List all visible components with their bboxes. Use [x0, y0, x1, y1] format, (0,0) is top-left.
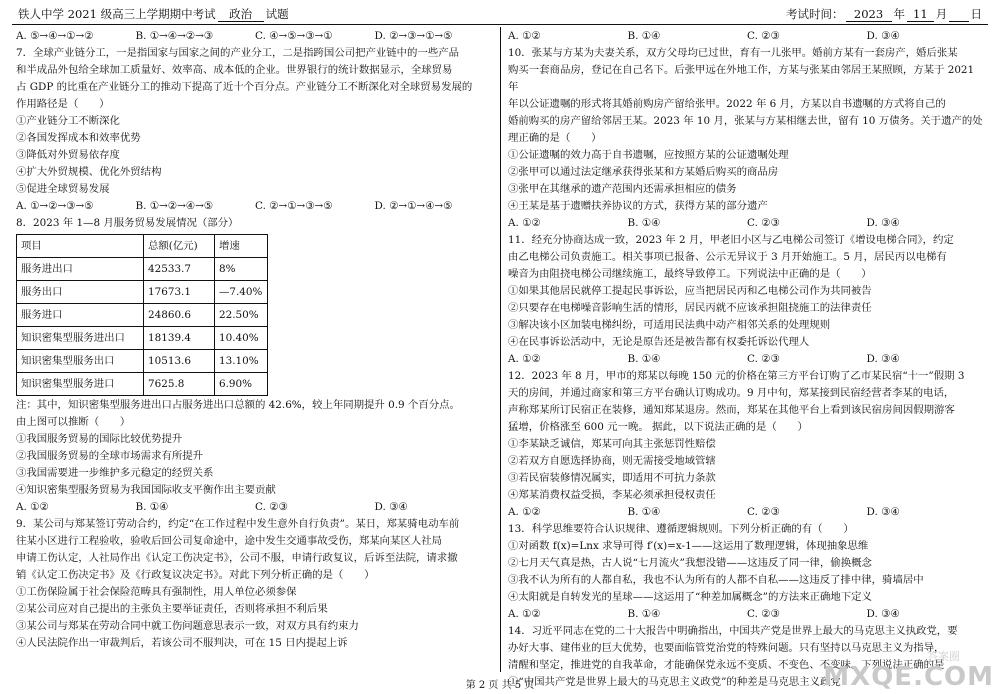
question-text-line: ①“中国共产党是世界上最大的马克思主义政党”的种差是马克思主义政党: [508, 676, 841, 688]
table-cell: 8%: [215, 258, 268, 281]
page-header: [12, 4, 988, 25]
question-10: [508, 45, 986, 232]
answer-options: [508, 504, 986, 521]
statement-item: ③我不认为所有的人都自私，我也不认为所有的人都不自私——这违反了排中律，骑墙居中: [508, 574, 924, 586]
table-cell: 服务进出口: [17, 258, 144, 281]
option-b: B. ①④: [627, 506, 661, 518]
table-cell: 42533.7: [144, 258, 215, 281]
statement-item: ④太阳就是自转发光的星球——这运用了“种差加属概念”的方法来正确地下定义: [508, 591, 872, 603]
question-text-line: 申请工伤认定，人社局作出《认定工伤决定书》，公司不服，申请行政复议，后诉至法院，请求撤: [16, 552, 458, 564]
question-8: [16, 215, 494, 516]
table-cell: 知识密集型服务进出口: [17, 327, 144, 350]
question-text-line: 往某小区进行工程验收，验收后回公司复命途中，途中发生交通事故受伤，郑某向某区人社局: [16, 535, 443, 547]
statement-item: ③我国需要进一步维护多元稳定的经贸关系: [16, 467, 214, 479]
option-c: C. ②③: [747, 217, 780, 229]
prev-question-options: [16, 28, 494, 45]
question-text-line: 声称郑某所订民宿正在装修，通知郑某退房。然而，郑某在其他平台上看到该民宿房间因假期游客: [508, 404, 955, 416]
option-a: A. ①②: [508, 30, 541, 42]
question-text-line: 作用路径是（ ）: [16, 98, 110, 110]
statement-item: ①如果其他居民就停工提起民事诉讼，应当把居民丙和乙电梯公司作为共同被告: [508, 285, 872, 297]
statement-item: ①对函数 f(x)=Lnx 求导可得 f′(x)=x-1——这运用了数理逻辑，体现抽象思维: [508, 540, 869, 552]
option-b: B. ①④: [627, 608, 661, 620]
exam-day: [949, 7, 968, 22]
option-b: B. ①④: [627, 30, 661, 42]
question-text-line: 和半成品外包给全球加工质量好、效率高、成本低的企业。世界银行的统计数据显示，全球贸易: [16, 64, 453, 76]
exam-time-label: 考试时间：: [786, 7, 844, 21]
table-cell: 17673.1: [144, 281, 215, 304]
column-header: 总额(亿元): [144, 235, 215, 258]
question-12: [508, 368, 986, 521]
question-text-line: 婚前购买的房产留给邻居王某。2023 年 10 月，张某与方某相继去世，留有 10 万债务。关于遗产的处: [508, 115, 983, 127]
left-column: [16, 28, 494, 652]
table-row: [17, 281, 268, 304]
option-b: B. ①→④→②→③: [135, 30, 214, 42]
option-c: C. ②③: [747, 608, 780, 620]
table-cell: 服务进口: [17, 304, 144, 327]
table-cell: 24860.6: [144, 304, 215, 327]
statement-item: ②各国发挥成本和效率优势: [16, 132, 141, 144]
table-cell: 服务出口: [17, 281, 144, 304]
exam-year: 2023: [846, 7, 892, 22]
header-title: [18, 4, 289, 24]
statement-item: ②张甲可以通过法定继承获得张某和方某婚后购买的商品房: [508, 166, 779, 178]
statement-item: ④扩大外贸规模、优化外贸结构: [16, 166, 162, 178]
question-text-line: 11．经充分协商达成一致，2023 年 2 月，甲老旧小区与乙电梯公司签订《增设电梯合同》，约定: [508, 234, 954, 246]
exam-time: [786, 4, 982, 24]
watermark-sub: 答案圈: [927, 650, 960, 663]
option-d: D. ③④: [866, 30, 900, 42]
question-title: 8．2023 年 1—8 月服务贸易发展情况（部分）: [16, 217, 239, 229]
day-unit: 日: [970, 7, 982, 21]
statement-item: ④知识密集型服务贸易为我国国际收支平衡作出主要贡献: [16, 484, 276, 496]
question-13: [508, 521, 986, 623]
column-divider: [500, 27, 501, 672]
statement-item: ②我国服务贸易的全球市场需求有所提升: [16, 450, 204, 462]
question-lead: 13．科学思维要符合认识规律、遵循逻辑规则。下列分析正确的有（ ）: [508, 523, 854, 535]
statement-item: ④人民法院作出一审裁判后，若该公司不服判决，可在 15 日内提起上诉: [16, 637, 348, 649]
statement-item: ①公证遗嘱的效力高于自书遗嘱，应按照方某的公证遗嘱处理: [508, 149, 789, 161]
question-text-line: 销《认定工伤决定书》及《行政复议决定书》。对此下列分析正确的是（ ）: [16, 569, 375, 581]
table-cell: 6.90%: [215, 373, 268, 396]
option-a: A. ⑤→④→①→②: [16, 30, 94, 42]
answer-options: [508, 606, 986, 623]
option-a: A. ①②: [508, 217, 541, 229]
option-d: D. ②→①→④→⑤: [374, 200, 453, 212]
table-cell: 22.50%: [215, 304, 268, 327]
watermark-logo: MXQE.COM: [823, 662, 994, 692]
question-text-line: 购买一套商品房，登记在自己名下。后张甲远在外地工作，方某与张某由邻居王某照顾，方某于 2021 年: [508, 64, 975, 93]
statement-item: ③降低对外贸易依存度: [16, 149, 120, 161]
option-c: C. ④→⑤→③→①: [255, 30, 333, 42]
table-row: [17, 350, 268, 373]
option-d: D. ②→③→①→⑤: [374, 30, 453, 42]
question-text-line: 天的房间，并通过商家和第三方平台确认订购成功。9 月中旬，郑某接到民宿经营者李某的电话，: [508, 387, 955, 399]
service-trade-table: [16, 234, 268, 396]
question-text-line: 理正确的是（ ）: [508, 132, 602, 144]
statement-item: ④王某是基于遗赠扶养协议的方式，获得方某的部分遗产: [508, 200, 768, 212]
year-unit: 年: [893, 7, 906, 21]
statement-item: ⑤促进全球贸易发展: [16, 183, 110, 195]
question-9: [16, 516, 494, 652]
option-a: A. ①②: [508, 506, 541, 518]
table-cell: 13.10%: [215, 350, 268, 373]
question-text-line: 猛增，价格涨至 600 元一晚。 据此，以下说法正确的是（ ）: [508, 421, 808, 433]
exam-month: 11: [907, 7, 934, 22]
statement-item: ②若双方自愿选择协商，则无需接受地域管辖: [508, 455, 716, 467]
question-text-line: 噪音为由阻挠电梯公司继续施工，最终导致停工。下列说法中正确的是（ ）: [508, 268, 872, 280]
question-7: [16, 45, 494, 215]
statement-item: ②只要存在电梯噪音影响生活的情形，居民丙就不应该承担阻挠施工的法律责任: [508, 302, 872, 314]
question-text-line: 14．习近平同志在党的二十大报告中明确指出，中国共产党是世界上最大的马克思主义执政党，要: [508, 625, 958, 637]
option-c: C. ②③: [747, 30, 780, 42]
option-d: D. ③④: [374, 501, 408, 513]
option-b: B. ①→②→④→⑤: [135, 200, 214, 212]
statement-item: ①产业链分工不断深化: [16, 115, 120, 127]
table-row: [17, 373, 268, 396]
table-cell: —7.40%: [215, 281, 268, 304]
table-cell: 知识密集型服务进口: [17, 373, 144, 396]
answer-options: [16, 198, 494, 215]
question-text-line: 10．张某与方某为夫妻关系，双方父母均已过世，育有一儿张甲。婚前方某有一套房产，婚后张某: [508, 47, 958, 59]
question-lead: 由上图可以推断（ ）: [16, 416, 131, 428]
table-cell: 知识密集型服务出口: [17, 350, 144, 373]
statement-item: ①李某缺乏诚信，郑某可向其主张惩罚性赔偿: [508, 438, 716, 450]
option-c: C. ②③: [255, 501, 288, 513]
statement-item: ②某公司应对自己提出的主张负主要举证责任，否则将承担不利后果: [16, 603, 328, 615]
right-column: [508, 28, 986, 691]
answer-options: [508, 215, 986, 232]
option-c: C. ②③: [747, 506, 780, 518]
option-c: C. ②③: [747, 353, 780, 365]
table-cell: 10513.6: [144, 350, 215, 373]
option-d: D. ③④: [866, 608, 900, 620]
option-a: A. ①②: [16, 501, 49, 513]
option-a: A. ①②: [508, 608, 541, 620]
question-text-line: 办好大事、建伟业的巨大优势，也要面临管党治党的特殊问题。只有坚持以马克思主义为指导，: [508, 642, 945, 654]
table-row: [17, 327, 268, 350]
statement-item: ①工伤保险属于社会保险范畴具有强制性，用人单位必须参保: [16, 586, 297, 598]
table-cell: 10.40%: [215, 327, 268, 350]
answer-options: [16, 499, 494, 516]
statement-item: ③解决该小区加装电梯纠纷，可适用民法典中动产相邻关系的处理规则: [508, 319, 831, 331]
table-note: 注：其中，知识密集型服务进出口占服务进出口总额的 42.6%，较上年同期提升 0.9 个百分点。: [16, 399, 460, 411]
question-text-line: 7．全球产业链分工，一是指国家与国家之间的产业分工，二是指跨国公司把产业链中的一些产品: [16, 47, 460, 59]
statement-item: ②七月天气真是热，古人说“七月流火”我想没错——这违反了同一律，偷换概念: [508, 557, 872, 569]
table-header-row: [17, 235, 268, 258]
statement-item: ④郑某消费权益受损，李某必须承担侵权责任: [508, 489, 716, 501]
table-row: [17, 258, 268, 281]
column-header: 项目: [17, 235, 144, 258]
option-b: B. ①④: [135, 501, 169, 513]
option-a: A. ①→②→③→⑤: [16, 200, 94, 212]
subject: 政治: [218, 7, 264, 22]
column-header: 增速: [215, 235, 268, 258]
option-d: D. ③④: [866, 506, 900, 518]
option-d: D. ③④: [866, 353, 900, 365]
school-name: 铁人中学 2021 级高三上学期期中考试: [18, 7, 216, 21]
answer-options: [508, 351, 986, 368]
question-text-line: 12．2023 年 8 月，甲市的郑某以每晚 150 元的价格在第三方平台订购了乙市某民宿“十一”假期 3: [508, 370, 965, 382]
month-unit: 月: [935, 7, 948, 21]
table-cell: 18139.4: [144, 327, 215, 350]
option-b: B. ①④: [627, 353, 661, 365]
prev-question-options: [508, 28, 986, 45]
option-c: C. ②→①→③→⑤: [255, 200, 333, 212]
statement-item: ③若民宿装修情况属实，即适用不可抗力条款: [508, 472, 716, 484]
statement-item: ③张甲在其继承的遗产范围内还需承担相应的债务: [508, 183, 737, 195]
option-b: B. ①④: [627, 217, 661, 229]
question-text-line: 占 GDP 的比重在产业链分工的推动下提高了近十个百分点。产业链分工不断深化对全球贸易发展的: [16, 81, 473, 93]
question-11: [508, 232, 986, 368]
question-text-line: 清醒和坚定，推进党的自我革命，才能确保党永远不变质、不变色、不变味。下列说法正确的是: [508, 659, 945, 671]
doc-type: 试题: [265, 7, 289, 21]
option-a: A. ①②: [508, 353, 541, 365]
table-row: [17, 304, 268, 327]
statement-item: ④在民事诉讼活动中，无论是原告还是被告都有权委托诉讼代理人: [508, 336, 810, 348]
question-text-line: 由乙电梯公司负责施工。相关事项已报备、公示无异议于 3 月开始施工。5 月，居民丙以电梯有: [508, 251, 947, 263]
option-d: D. ③④: [866, 217, 900, 229]
table-cell: 7625.8: [144, 373, 215, 396]
statement-item: ①我国服务贸易的国际比较优势提升: [16, 433, 183, 445]
question-text-line: 年以公证遗嘱的形式将其婚前购房产留给张甲。2022 年 6 月，方某以自书遗嘱的方式将自己的: [508, 98, 946, 110]
statement-item: ③某公司与郑某在劳动合同中就工伤问题意思表示一致，对双方具有约束力: [16, 620, 359, 632]
page-number: 第 2 页 共 5 页: [465, 680, 535, 691]
question-text-line: 9．某公司与郑某签订劳动合约，约定“在工作过程中发生意外自行负责”。某日，郑某骑电动车前: [16, 518, 460, 530]
